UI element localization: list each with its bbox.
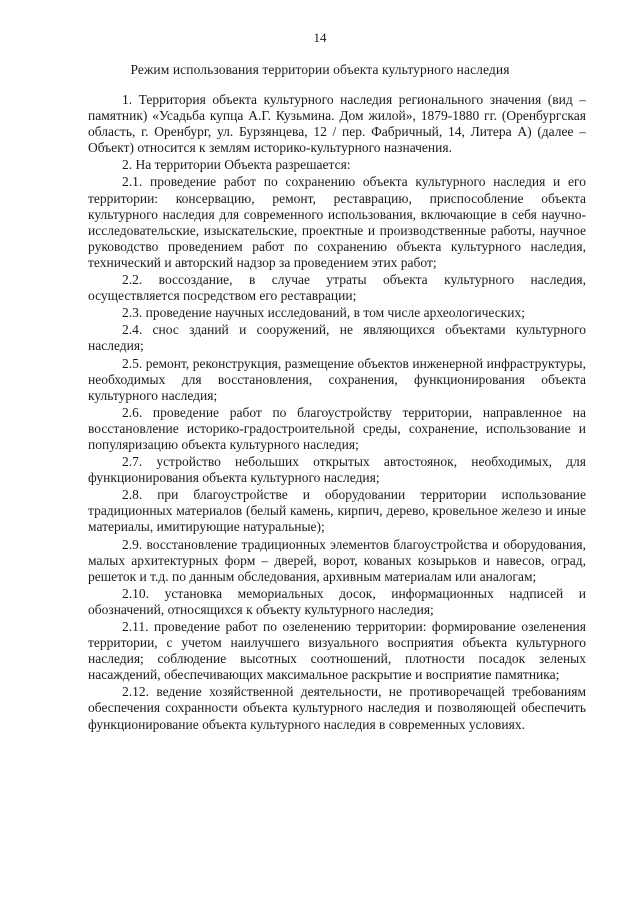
paragraph-2: 2. На территории Объекта разрешается: xyxy=(122,157,351,173)
paragraph-2-7: 2.7. устройство небольших открытых автостоянок, необходимых, для функционирования объекта культурного наследия; xyxy=(88,454,586,486)
paragraph-2-11: 2.11. проведение работ по озеленению территории: формирование озеленения территории, с учетом наилучшего визуального восприятия объекта культурного наследия; соблюдение высотных соотношений, плотности посадок зеленых насаждений, обеспечивающих максимальное раскрытие и восприятие памятника; xyxy=(88,619,586,683)
document-body xyxy=(88,92,586,733)
paragraph-2-12: 2.12. ведение хозяйственной деятельности, не противоречащей требованиям обеспечения сохранности объекта культурного наследия и позволяющей обеспечить функционирование объекта культурного наследия в современных условиях. xyxy=(88,684,586,732)
section-title: Режим использования территории объекта культурного наследия xyxy=(130,62,510,77)
paragraph-2-8: 2.8. при благоустройстве и оборудовании территории использование традиционных материалов (белый камень, кирпич, дерево, кровельное железо и иные материалы, имитирующие натуральные); xyxy=(88,487,586,535)
paragraph-1: 1. Территория объекта культурного наследия регионального значения (вид – памятник) «Усадьба купца А.Г. Кузьмина. Дом жилой», 1879-1880 гг. (Оренбургская область, г. Оренбург, ул. Бурзянцева, 12 / пер. Фабричный, 14, Литера А) (далее – Объект) относится к землям историко-культурного назначения. xyxy=(88,92,586,156)
page-number: 14 xyxy=(313,30,327,45)
paragraph-2-10: 2.10. установка мемориальных досок, информационных надписей и обозначений, относящихся к объекту культурного наследия; xyxy=(88,585,586,617)
paragraph-2-4: 2.4. снос зданий и сооружений, не являющихся объектами культурного наследия; xyxy=(88,322,586,354)
paragraph-2-1: 2.1. проведение работ по сохранению объекта культурного наследия и его территории: консервацию, ремонт, реставрацию, приспособление объекта культурного наследия для современного использования, включающие в себя научно-исследовательские, изыскательские, проектные и производственные работы, научное руководство проведением работ по сохранению объекта культурного наследия, технический и авторский надзор за проведением этих работ; xyxy=(88,174,586,270)
paragraph-2-5: 2.5. ремонт, реконструкция, размещение объектов инженерной инфраструктуры, необходимых для восстановления, сохранения, функционирования объекта культурного наследия; xyxy=(88,355,586,403)
paragraph-2-2: 2.2. воссоздание, в случае утраты объекта культурного наследия, осуществляется посредством его реставрации; xyxy=(88,272,586,304)
paragraph-2-6: 2.6. проведение работ по благоустройству территории, направленное на восстановление историко-градостроительной среды, сохранение, использование и популяризацию объекта культурного наследия; xyxy=(88,404,586,452)
paragraph-2-9: 2.9. восстановление традиционных элементов благоустройства и оборудования, малых архитектурных форм – дверей, ворот, кованых козырьков и навесов, оград, решеток и т.д. по данным обследования, архивным материалам или аналогам; xyxy=(88,536,586,584)
paragraph-2-3: 2.3. проведение научных исследований, в том числе археологических; xyxy=(122,305,525,321)
